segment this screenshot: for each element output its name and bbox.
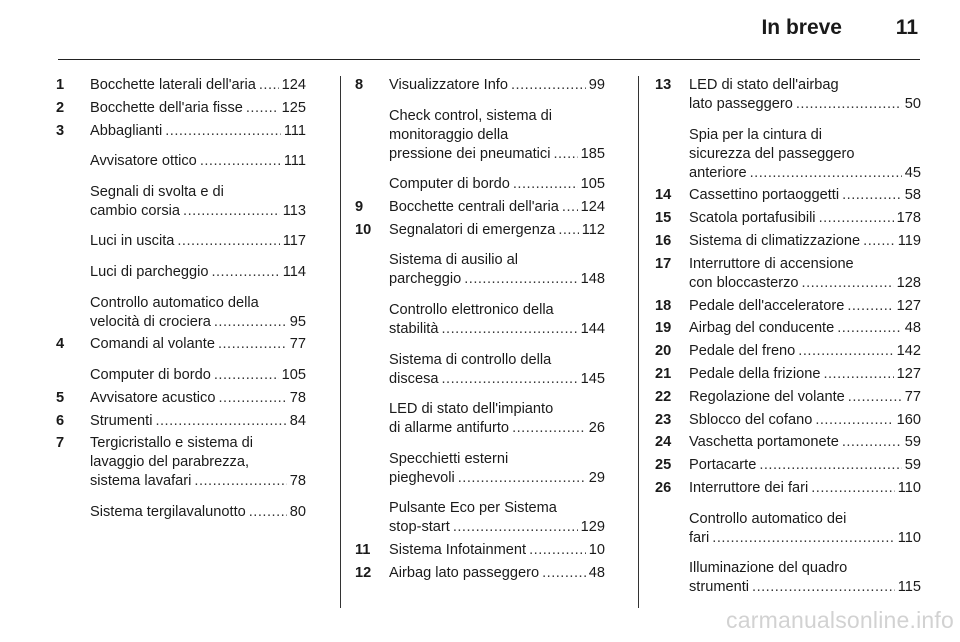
entry-page-link[interactable]: 110: [897, 479, 921, 496]
entry-page-link[interactable]: 124: [281, 77, 306, 93]
entry-page-link[interactable]: 45: [904, 164, 921, 181]
entry-page-link[interactable]: 117: [282, 233, 306, 250]
entry-page-link[interactable]: 26: [588, 420, 605, 437]
index-entry: [355, 301, 605, 339]
entry-text: Pedale della frizione: [689, 365, 821, 382]
entry-text: Check control, sistema di: [389, 107, 553, 124]
entry-last-line: [389, 370, 605, 389]
index-entry: [355, 400, 605, 438]
entry-text: Segnali di svolta e di: [90, 183, 224, 200]
entry-last-line: [689, 411, 921, 430]
entry-number: 10: [355, 221, 372, 238]
entry-page-link[interactable]: 84: [289, 412, 306, 429]
entry-last-line: [90, 122, 306, 141]
entry-number: 7: [56, 435, 65, 452]
entry-text: Avvisatore acustico: [90, 389, 216, 406]
entry-number: 3: [56, 122, 65, 139]
dot-leader: [218, 335, 287, 354]
dot-leader: [562, 198, 578, 217]
entry-text: Sistema Infotainment: [389, 542, 527, 559]
entry-number: 18: [655, 297, 672, 314]
index-entry: [56, 294, 306, 332]
entry-text: sicurezza del passeggero: [689, 145, 855, 162]
entry-number: 23: [655, 411, 672, 428]
entry-number: 11: [355, 542, 371, 559]
index-entry: [355, 198, 605, 217]
index-entry: [355, 541, 605, 560]
entry-page-link[interactable]: 113: [282, 202, 306, 219]
index-entry: [655, 76, 921, 114]
dot-leader: [798, 342, 893, 361]
entry-last-line: [689, 319, 921, 338]
entry-last-line: [389, 469, 605, 488]
entry-last-line: [689, 232, 921, 251]
index-entry: [56, 183, 306, 221]
entry-text: Specchietti esterni: [389, 450, 509, 467]
entry-page-link[interactable]: 160: [896, 411, 921, 428]
index-entry: [56, 76, 306, 95]
entry-last-line: [90, 503, 306, 522]
watermark: carmanualsonline.info: [726, 607, 954, 633]
dot-leader: [819, 209, 894, 228]
entry-text: Regolazione del volante: [689, 388, 845, 405]
entry-text: parcheggio: [389, 271, 462, 288]
entry-text: Portacarte: [689, 457, 757, 474]
entry-text: stabilità: [389, 320, 439, 337]
entry-page-link[interactable]: 115: [897, 579, 921, 596]
entry-text: LED di stato dell'impianto: [389, 401, 554, 418]
entry-page-link[interactable]: 95: [289, 313, 306, 330]
entry-last-line: [389, 419, 605, 438]
entry-number: 2: [56, 99, 65, 116]
entry-last-line: [90, 335, 306, 354]
index-entry: [655, 297, 921, 316]
entry-page-link[interactable]: 78: [289, 473, 306, 490]
entry-page-link[interactable]: 142: [896, 343, 921, 360]
entry-page-link[interactable]: 29: [588, 469, 605, 486]
entry-text: Luci di parcheggio: [90, 263, 209, 280]
dot-leader: [214, 366, 279, 385]
entry-page-link[interactable]: 99: [588, 77, 605, 93]
entry-text: Illuminazione del quadro: [689, 560, 848, 577]
entry-page-link[interactable]: 80: [289, 503, 306, 520]
dot-leader: [194, 472, 286, 491]
dot-leader: [246, 99, 279, 118]
index-column-1: [56, 76, 306, 522]
index-entry: [655, 319, 921, 338]
entry-last-line: [689, 479, 921, 498]
entry-last-line: [90, 389, 306, 408]
index-entry: [655, 433, 921, 452]
dot-leader: [511, 76, 586, 95]
index-column-3: [655, 76, 921, 597]
entry-text: Cassettino portaoggetti: [689, 187, 840, 204]
entry-text: Pedale del freno: [689, 343, 796, 360]
entry-number: 22: [655, 388, 672, 405]
dot-leader: [529, 541, 586, 560]
dot-leader: [200, 152, 281, 171]
entry-last-line: [90, 152, 306, 171]
dot-leader: [464, 270, 577, 289]
entry-number: 5: [56, 389, 65, 406]
entry-page-link[interactable]: 10: [588, 542, 605, 559]
entry-page-link[interactable]: 148: [580, 271, 605, 288]
page-number: 11: [895, 16, 918, 39]
entry-last-line: [389, 76, 605, 95]
entry-last-line: [689, 365, 921, 384]
dot-leader: [211, 263, 279, 282]
entry-text: pressione dei pneumatici: [389, 145, 551, 162]
entry-number: 12: [355, 564, 372, 581]
index-entry: [56, 412, 306, 431]
entry-text: Comandi al volante: [90, 336, 215, 353]
entry-page-link[interactable]: 105: [281, 366, 306, 383]
entry-text: di allarme antifurto: [389, 420, 510, 437]
dot-leader: [815, 411, 893, 430]
entry-last-line: [689, 456, 921, 475]
entry-last-line: [389, 564, 605, 583]
entry-text: Computer di bordo: [389, 176, 510, 193]
dot-leader: [553, 145, 577, 164]
entry-last-line: [689, 274, 921, 293]
entry-page-link[interactable]: 119: [897, 232, 921, 249]
entry-text: strumenti: [689, 579, 750, 596]
dot-leader: [837, 319, 902, 338]
entry-number: 20: [655, 343, 672, 360]
entry-page-link[interactable]: 129: [580, 519, 605, 536]
index-entry: [355, 499, 605, 537]
entry-number: 17: [655, 255, 672, 272]
dot-leader: [752, 578, 895, 597]
entry-page-link[interactable]: 110: [897, 529, 921, 546]
entry-text: Bocchette dell'aria fisse: [90, 99, 243, 116]
dot-leader: [863, 232, 895, 251]
index-entry: [655, 209, 921, 228]
dot-leader: [811, 479, 894, 498]
index-entry: [655, 186, 921, 205]
index-entry: [56, 503, 306, 522]
index-entry: [56, 232, 306, 251]
entry-page-link[interactable]: 127: [896, 297, 921, 314]
entry-last-line: [90, 76, 306, 95]
dot-leader: [155, 412, 286, 431]
index-entry: [355, 76, 605, 95]
dot-leader: [842, 186, 902, 205]
entry-text: anteriore: [689, 164, 747, 181]
index-entry: [655, 479, 921, 498]
entry-page-link[interactable]: 125: [281, 99, 306, 116]
entry-text: Bocchette centrali dell'aria: [389, 198, 559, 215]
entry-page-link[interactable]: 128: [896, 274, 921, 291]
entry-number: 8: [355, 77, 364, 93]
entry-page-link[interactable]: 77: [904, 388, 921, 405]
entry-text: Controllo automatico dei: [689, 510, 847, 527]
entry-text: sistema lavafari: [90, 473, 192, 490]
entry-last-line: [389, 221, 605, 240]
entry-text: lato passeggero: [689, 96, 793, 112]
entry-number: 1: [56, 77, 65, 93]
entry-text: Controllo elettronico della: [389, 301, 554, 318]
dot-leader: [542, 564, 586, 583]
entry-last-line: [90, 232, 306, 251]
dot-leader: [842, 433, 902, 452]
entry-text: Airbag lato passeggero: [389, 564, 540, 581]
entry-page-link[interactable]: 78: [289, 389, 306, 406]
dot-leader: [750, 164, 902, 183]
dot-leader: [847, 297, 893, 316]
dot-leader: [796, 95, 902, 114]
index-entry: [655, 342, 921, 361]
entry-number: 21: [655, 365, 672, 382]
entry-page-link[interactable]: 114: [282, 263, 306, 280]
entry-text: Pedale dell'acceleratore: [689, 297, 845, 314]
index-entry: [56, 122, 306, 141]
column-divider: [340, 76, 341, 608]
entry-text: Sistema tergilavalunotto: [90, 503, 246, 520]
entry-last-line: [389, 320, 605, 339]
entry-page-link[interactable]: 48: [588, 564, 605, 581]
index-entry: [56, 152, 306, 171]
entry-text: Bocchette laterali dell'aria: [90, 77, 256, 93]
entry-text: fari: [689, 529, 710, 546]
entry-number: 19: [655, 320, 672, 337]
entry-last-line: [389, 541, 605, 560]
index-entry: [355, 351, 605, 389]
entry-text: Interruttore dei fari: [689, 479, 809, 496]
index-entry: [655, 232, 921, 251]
dot-leader: [458, 469, 586, 488]
index-entry: [355, 175, 605, 194]
entry-last-line: [689, 342, 921, 361]
entry-page-link[interactable]: 178: [896, 210, 921, 227]
index-entry: [355, 107, 605, 164]
dot-leader: [165, 122, 281, 141]
entry-last-line: [90, 472, 306, 491]
column-divider: [638, 76, 639, 608]
index-entry: [56, 434, 306, 491]
entry-text: velocità di crociera: [90, 313, 211, 330]
entry-number: 26: [655, 479, 672, 496]
entry-page-link[interactable]: 58: [904, 187, 921, 204]
dot-leader: [712, 529, 894, 548]
entry-text: LED di stato dell'airbag: [689, 77, 839, 93]
dot-leader: [848, 388, 902, 407]
index-entry: [56, 335, 306, 354]
index-entry: [56, 263, 306, 282]
entry-text: cambio corsia: [90, 202, 181, 219]
entry-number: 16: [655, 232, 672, 249]
entry-text: lavaggio del parabrezza,: [90, 454, 250, 471]
entry-text: Segnalatori di emergenza: [389, 221, 556, 238]
entry-page-link[interactable]: 185: [580, 145, 605, 162]
entry-page-link[interactable]: 48: [904, 320, 921, 337]
index-entry: [655, 510, 921, 548]
entry-page-link[interactable]: 145: [580, 370, 605, 387]
dot-leader: [513, 175, 578, 194]
dot-leader: [441, 370, 577, 389]
index-entry: [56, 99, 306, 118]
entry-number: 13: [655, 77, 672, 93]
dot-leader: [823, 365, 893, 384]
entry-last-line: [689, 529, 921, 548]
entry-last-line: [90, 263, 306, 282]
header-rule: [58, 59, 920, 60]
dot-leader: [512, 419, 586, 438]
dot-leader: [558, 221, 578, 240]
index-entry: [655, 255, 921, 293]
entry-page-link[interactable]: 124: [580, 198, 605, 215]
entry-text: discesa: [389, 370, 439, 387]
entry-last-line: [689, 297, 921, 316]
entry-page-link[interactable]: 59: [904, 434, 921, 451]
entry-text: Luci in uscita: [90, 233, 175, 250]
entry-last-line: [90, 412, 306, 431]
index-entry: [655, 365, 921, 384]
entry-last-line: [389, 270, 605, 289]
entry-text: stop-start: [389, 519, 450, 536]
dot-leader: [183, 202, 280, 221]
index-entry: [56, 366, 306, 385]
entry-number: 15: [655, 210, 672, 227]
entry-text: Visualizzatore Info: [389, 77, 508, 93]
entry-page-link[interactable]: 50: [904, 96, 921, 112]
index-entry: [655, 559, 921, 597]
entry-last-line: [689, 186, 921, 205]
index-entry: [56, 389, 306, 408]
entry-text: Sistema di climatizzazione: [689, 232, 861, 249]
entry-text: Pulsante Eco per Sistema: [389, 500, 557, 517]
dot-leader: [441, 320, 577, 339]
index-entry: [355, 564, 605, 583]
entry-page-link[interactable]: 144: [580, 320, 605, 337]
entry-page-link[interactable]: 59: [904, 457, 921, 474]
entry-last-line: [689, 164, 921, 183]
entry-text: Sistema di ausilio al: [389, 252, 518, 269]
entry-last-line: [689, 95, 921, 114]
entry-text: Abbaglianti: [90, 122, 163, 139]
entry-number: 25: [655, 457, 672, 474]
entry-text: Tergicristallo e sistema di: [90, 435, 254, 452]
index-entry: [655, 411, 921, 430]
entry-text: pieghevoli: [389, 469, 455, 486]
dot-leader: [759, 456, 901, 475]
entry-text: Scatola portafusibili: [689, 210, 816, 227]
index-column-2: [355, 76, 605, 583]
entry-text: Airbag del conducente: [689, 320, 835, 337]
entry-page-link[interactable]: 111: [283, 122, 306, 139]
index-entry: [355, 450, 605, 488]
entry-last-line: [90, 99, 306, 118]
entry-last-line: [689, 578, 921, 597]
entry-text: Vaschetta portamonete: [689, 434, 839, 451]
index-entry: [655, 456, 921, 475]
entry-last-line: [389, 518, 605, 537]
index-entry: [355, 251, 605, 289]
dot-leader: [259, 76, 279, 95]
entry-last-line: [90, 202, 306, 221]
entry-text: Sblocco del cofano: [689, 411, 813, 428]
index-entry: [655, 388, 921, 407]
dot-leader: [802, 274, 894, 293]
entry-number: 4: [56, 336, 65, 353]
dot-leader: [249, 503, 287, 522]
entry-last-line: [90, 313, 306, 332]
entry-text: Strumenti: [90, 412, 153, 429]
entry-last-line: [689, 209, 921, 228]
entry-text: con bloccasterzo: [689, 274, 799, 291]
entry-number: 24: [655, 434, 672, 451]
entry-page-link[interactable]: 127: [896, 365, 921, 382]
dot-leader: [218, 389, 286, 408]
index-entry: [355, 221, 605, 240]
entry-text: Computer di bordo: [90, 366, 211, 383]
entry-page-link[interactable]: 111: [283, 153, 306, 170]
page-title: In breve: [761, 16, 842, 39]
entry-last-line: [389, 198, 605, 217]
entry-last-line: [689, 433, 921, 452]
dot-leader: [214, 313, 287, 332]
entry-number: 6: [56, 412, 65, 429]
entry-text: Controllo automatico della: [90, 294, 259, 311]
entry-text: Avvisatore ottico: [90, 153, 197, 170]
page-header: [0, 0, 960, 60]
index-entry: [655, 126, 921, 183]
entry-text: monitoraggio della: [389, 126, 509, 143]
entry-text: Interruttore di accensione: [689, 255, 854, 272]
entry-text: Sistema di controllo della: [389, 351, 552, 368]
entry-text: Spia per la cintura di: [689, 126, 823, 143]
entry-last-line: [389, 145, 605, 164]
entry-last-line: [689, 388, 921, 407]
entry-page-link[interactable]: 77: [289, 336, 306, 353]
entry-page-link[interactable]: 112: [581, 221, 605, 238]
entry-page-link[interactable]: 105: [580, 176, 605, 193]
entry-last-line: [389, 175, 605, 194]
entry-number: 14: [655, 187, 672, 204]
entry-number: 9: [355, 198, 364, 215]
dot-leader: [453, 518, 578, 537]
entry-last-line: [90, 366, 306, 385]
dot-leader: [177, 232, 279, 251]
